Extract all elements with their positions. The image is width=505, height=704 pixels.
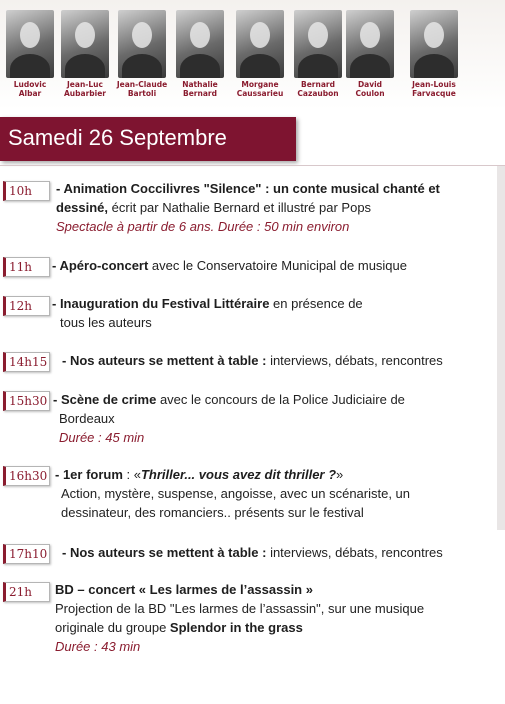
event-entry (56, 179, 501, 236)
date-title: Samedi 26 Septembre (8, 125, 227, 150)
event-entry (52, 256, 497, 275)
event-time: 11h (3, 257, 50, 277)
event-title: - Apéro-concert (52, 258, 149, 273)
author-name: Morgane Caussarieu (236, 80, 284, 98)
author-name: David Coulon (355, 80, 385, 98)
authors-strip (0, 10, 505, 110)
event-time: 16h30 (3, 466, 50, 486)
event-title: - Inauguration du Festival Littéraire (52, 296, 270, 311)
author-photo (346, 10, 394, 78)
author-photo (410, 10, 458, 78)
event-detail-line: dessinateur, des romanciers.. présents sur le festival (61, 505, 364, 520)
event-entry (53, 390, 498, 447)
event-detail: interviews, débats, rencontres (266, 545, 443, 560)
author-name: Jean-Claude Bartoli (116, 80, 168, 98)
divider (0, 165, 505, 166)
event-time: 12h (3, 296, 50, 316)
author-card (288, 10, 348, 98)
event-time: 17h10 (3, 544, 50, 564)
event-detail: en présence de (269, 296, 363, 311)
author-photo (294, 10, 342, 78)
event-detail-line: Action, mystère, suspense, angoisse, avec un scénariste, un (61, 486, 411, 501)
date-banner (0, 117, 296, 161)
event-detail-line: tous les auteurs (60, 315, 152, 330)
author-card (55, 10, 115, 98)
author-card (112, 10, 172, 98)
event-time: 15h30 (3, 391, 50, 411)
author-name: Nathalie Bernard (182, 80, 218, 98)
event-detail: écrit par Nathalie Bernard et illustré par Pops (108, 200, 372, 215)
author-photo (236, 10, 284, 78)
event-detail: avec le concours de la Police Judiciaire de (156, 392, 405, 407)
event-detail-end: » (336, 467, 344, 482)
event-note: Spectacle à partir de 6 ans. Durée : 50 min environ (56, 219, 350, 234)
event-entry (62, 351, 502, 370)
event-title-cont: dessiné, (56, 200, 109, 215)
event-entry (55, 580, 500, 656)
event-theme: Thriller... vous avez dit thriller ? (140, 467, 337, 482)
event-detail-line: originale du groupe (55, 620, 170, 635)
author-name: Bernard Cazaubon (297, 80, 339, 98)
event-title: - Scène de crime (53, 392, 157, 407)
event-time: 14h15 (3, 352, 50, 372)
event-time: 10h (3, 181, 50, 201)
event-entry (55, 465, 500, 522)
event-detail: avec le Conservatoire Municipal de musique (148, 258, 407, 273)
event-detail-line: Bordeaux (59, 411, 115, 426)
author-photo (176, 10, 224, 78)
event-time: 21h (3, 582, 50, 602)
author-name: Jean-Louis Farvacque (412, 80, 456, 98)
author-photo (6, 10, 54, 78)
author-photo (118, 10, 166, 78)
event-title: - Nos auteurs se mettent à table : (62, 545, 267, 560)
event-note: Durée : 45 min (59, 430, 145, 445)
event-title: - 1er forum (55, 467, 123, 482)
author-card (0, 10, 60, 98)
event-entry (52, 294, 497, 332)
event-title: - Nos auteurs se mettent à table : (62, 353, 267, 368)
event-detail-line: Projection de la BD "Les larmes de l’assassin", sur une musique (55, 601, 425, 616)
event-title: - Animation Coccilivres "Silence" : un conte musical chanté et (56, 181, 440, 196)
author-name: Jean-Luc Aubarbier (64, 80, 106, 98)
author-name: Ludovic Albar (13, 80, 47, 98)
author-card (340, 10, 400, 98)
author-photo (61, 10, 109, 78)
event-entry (62, 543, 502, 562)
author-card (230, 10, 290, 98)
band-name: Splendor in the grass (169, 620, 303, 635)
event-title: BD – concert « Les larmes de l’assassin » (55, 582, 313, 597)
event-note: Durée : 43 min (55, 639, 141, 654)
author-card (170, 10, 230, 98)
event-detail: interviews, débats, rencontres (266, 353, 443, 368)
author-card (404, 10, 464, 98)
event-detail: : « (122, 467, 141, 482)
